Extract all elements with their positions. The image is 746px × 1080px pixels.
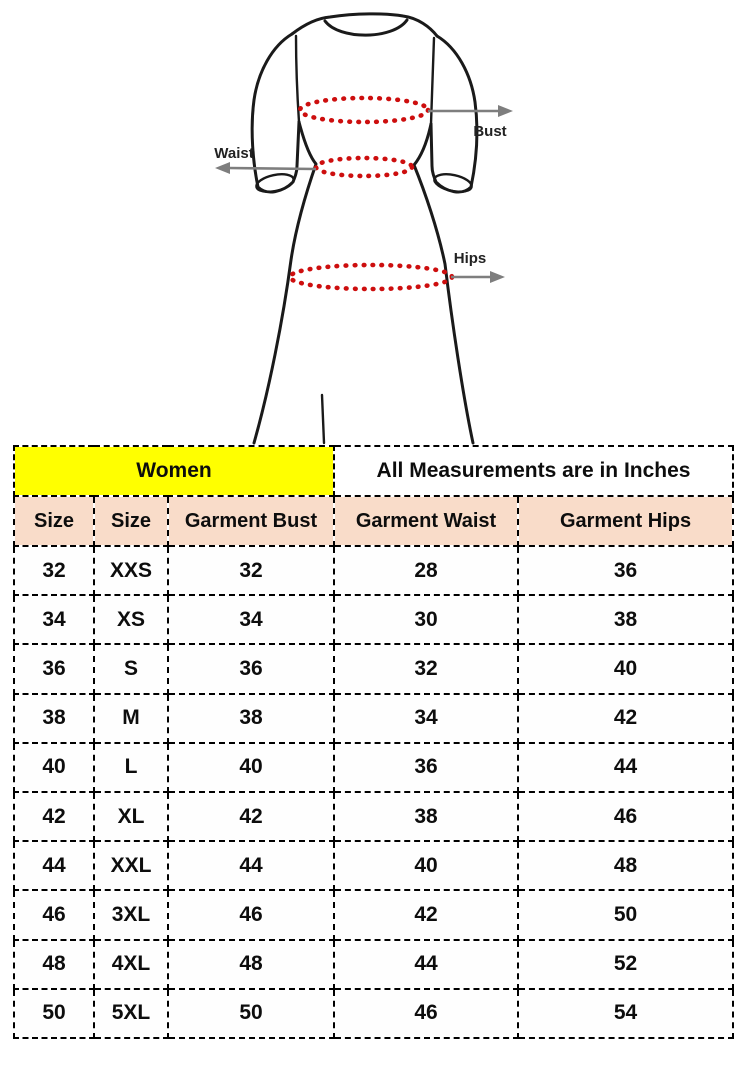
cell-bust: 38 — [168, 694, 334, 743]
table-row — [14, 890, 733, 939]
cell-waist: 32 — [334, 644, 518, 693]
cell-hips: 38 — [518, 595, 733, 644]
cell-waist: 42 — [334, 890, 518, 939]
group-header-row — [14, 446, 733, 496]
cell-bust: 34 — [168, 595, 334, 644]
hips-measure-ellipse — [290, 265, 452, 289]
group-header-units: All Measurements are in Inches — [334, 446, 733, 496]
skirt-slit — [322, 395, 324, 443]
table-row — [14, 694, 733, 743]
cell-hips: 36 — [518, 546, 733, 595]
cell-size-numeric: 46 — [14, 890, 94, 939]
cell-waist: 44 — [334, 940, 518, 989]
cell-size-letter: S — [94, 644, 168, 693]
cell-size-letter: XL — [94, 792, 168, 841]
size-table — [13, 445, 734, 1039]
cell-waist: 38 — [334, 792, 518, 841]
cell-hips: 42 — [518, 694, 733, 743]
hips-label: Hips — [453, 250, 487, 267]
table-row — [14, 989, 733, 1038]
cell-waist: 28 — [334, 546, 518, 595]
cell-size-letter: XXS — [94, 546, 168, 595]
col-header-garment-hips: Garment Hips — [518, 496, 733, 546]
bust-arrow — [428, 105, 513, 117]
col-header-size-numeric: Size — [14, 496, 94, 546]
cell-size-letter: 5XL — [94, 989, 168, 1038]
cell-size-numeric: 38 — [14, 694, 94, 743]
cell-size-numeric: 48 — [14, 940, 94, 989]
cell-size-letter: M — [94, 694, 168, 743]
table-row — [14, 743, 733, 792]
cell-size-letter: L — [94, 743, 168, 792]
waist-label: Waist — [214, 145, 254, 162]
table-row — [14, 546, 733, 595]
col-header-garment-waist: Garment Waist — [334, 496, 518, 546]
cell-size-numeric: 44 — [14, 841, 94, 890]
cell-size-letter: 3XL — [94, 890, 168, 939]
cell-hips: 48 — [518, 841, 733, 890]
col-header-garment-bust: Garment Bust — [168, 496, 334, 546]
table-row — [14, 595, 733, 644]
cell-bust: 44 — [168, 841, 334, 890]
table-row — [14, 940, 733, 989]
cell-waist: 36 — [334, 743, 518, 792]
left-cuff-opening — [255, 171, 295, 195]
cell-bust: 46 — [168, 890, 334, 939]
dress-measurement-diagram — [0, 0, 746, 445]
cell-size-letter: XS — [94, 595, 168, 644]
cell-hips: 52 — [518, 940, 733, 989]
bust-label: Bust — [473, 123, 507, 140]
bust-measure-ellipse — [300, 98, 428, 122]
cell-bust: 40 — [168, 743, 334, 792]
cell-waist: 30 — [334, 595, 518, 644]
cell-bust: 48 — [168, 940, 334, 989]
dress-outline — [252, 14, 477, 443]
col-header-size-letter: Size — [94, 496, 168, 546]
cell-size-numeric: 34 — [14, 595, 94, 644]
cell-hips: 40 — [518, 644, 733, 693]
cell-size-numeric: 36 — [14, 644, 94, 693]
table-row — [14, 841, 733, 890]
column-header-row — [14, 496, 733, 546]
cell-waist: 40 — [334, 841, 518, 890]
cell-size-numeric: 50 — [14, 989, 94, 1038]
cell-hips: 50 — [518, 890, 733, 939]
table-row — [14, 792, 733, 841]
cell-waist: 34 — [334, 694, 518, 743]
neckline-scoop — [325, 20, 407, 35]
group-header-women: Women — [14, 446, 334, 496]
cell-bust: 50 — [168, 989, 334, 1038]
cell-size-letter: XXL — [94, 841, 168, 890]
waist-measure-ellipse — [316, 158, 412, 176]
hips-arrow — [451, 271, 505, 283]
cell-size-numeric: 40 — [14, 743, 94, 792]
table-row — [14, 644, 733, 693]
cell-bust: 36 — [168, 644, 334, 693]
cell-waist: 46 — [334, 989, 518, 1038]
cell-bust: 32 — [168, 546, 334, 595]
cell-size-letter: 4XL — [94, 940, 168, 989]
cell-size-numeric: 32 — [14, 546, 94, 595]
cell-size-numeric: 42 — [14, 792, 94, 841]
waist-arrow — [215, 162, 316, 174]
cell-hips: 54 — [518, 989, 733, 1038]
cell-hips: 46 — [518, 792, 733, 841]
cell-bust: 42 — [168, 792, 334, 841]
cell-hips: 44 — [518, 743, 733, 792]
